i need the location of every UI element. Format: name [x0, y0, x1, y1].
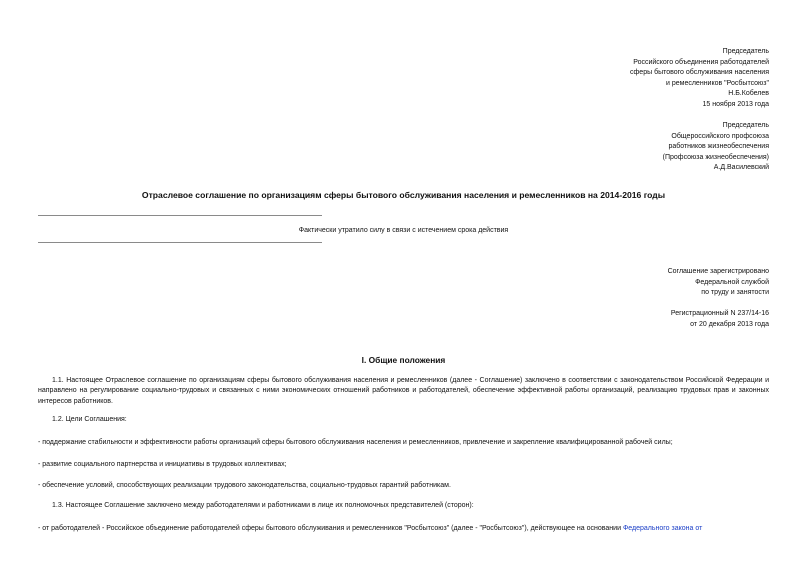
approval-line: Председатель [722, 48, 769, 55]
paragraph-1-1: 1.1. Настоящее Отраслевое соглашение по организациям сферы бытового обслуживания населения и ремесленников (далее - Соглашение) заключено в соответствии с законодательством Российской Федерации и направлено на регулирование социально-трудовых и связанных с ними экономических отношений работников и работодателей, обеспечение эффективной работы организаций, реализацию трудовых прав и законных интересов работников. [38, 377, 769, 405]
signatory-name: Н.Б.Кобелев [728, 90, 769, 98]
registration-line: Федеральной службой [695, 278, 769, 286]
divider-bottom [38, 242, 322, 243]
approval-line: работников жизнеобеспечения [668, 143, 769, 151]
registration-line: Соглашение зарегистрировано [667, 268, 769, 275]
registration-date: от 20 декабря 2013 года [690, 320, 769, 328]
signatory-name: А.Д.Василевский [713, 164, 769, 172]
approval-line: Российского объединения работодателей [633, 58, 769, 66]
registration-number-block [671, 309, 769, 330]
approval-block-employers [630, 47, 769, 111]
approval-line: и ремесленников "Росбытсоюз" [666, 79, 769, 87]
document-title: Отраслевое соглашение по организациям сферы бытового обслуживания населения и ремесленников на 2014-2016 годы [141, 190, 666, 200]
approval-line: сферы бытового обслуживания населения [630, 69, 769, 77]
list-item-party [38, 524, 769, 534]
divider-top [38, 215, 322, 216]
list-item-goal: - поддержание стабильности и эффективности работы организаций сферы бытового обслуживания населения и ремесленников, привлечение и закрепление квалифицированной рабочей силы; [38, 439, 673, 446]
registration-number: Регистрационный N 237/14-16 [670, 310, 769, 317]
approval-line: Общероссийского профсоюза [671, 132, 769, 140]
registration-block [668, 267, 769, 299]
approval-line: (Профсоюза жизнеобеспечения) [662, 153, 769, 161]
approval-date: 15 ноября 2013 года [702, 100, 769, 108]
party-text: - от работодателей - Российское объединение работодателей сферы бытового обслуживания и ремесленников "Росбытсоюз" (далее - "Росбытсоюз"), действующее на основании [38, 525, 623, 532]
list-item-goal: - обеспечение условий, способствующих реализации трудового законодательства, социально-трудовых гарантий работникам. [38, 482, 451, 489]
approval-block-union [663, 121, 769, 174]
list-item-goal: - развитие социального партнерства и инициативы в трудовых коллективах; [38, 461, 287, 468]
approval-line: Председатель [722, 122, 769, 129]
status-note: Фактически утратило силу в связи с истечением срока действия [298, 227, 509, 234]
paragraph-1-2: 1.2. Цели Соглашения: [52, 416, 127, 423]
federal-law-link[interactable]: Федерального закона от [622, 525, 703, 532]
registration-line: по труду и занятости [701, 289, 769, 297]
paragraph-1-3: 1.3. Настоящее Соглашение заключено между работодателями и работниками в лице их полномочных представителей (сторон): [52, 502, 474, 509]
section-heading: I. Общие положения [361, 355, 446, 365]
